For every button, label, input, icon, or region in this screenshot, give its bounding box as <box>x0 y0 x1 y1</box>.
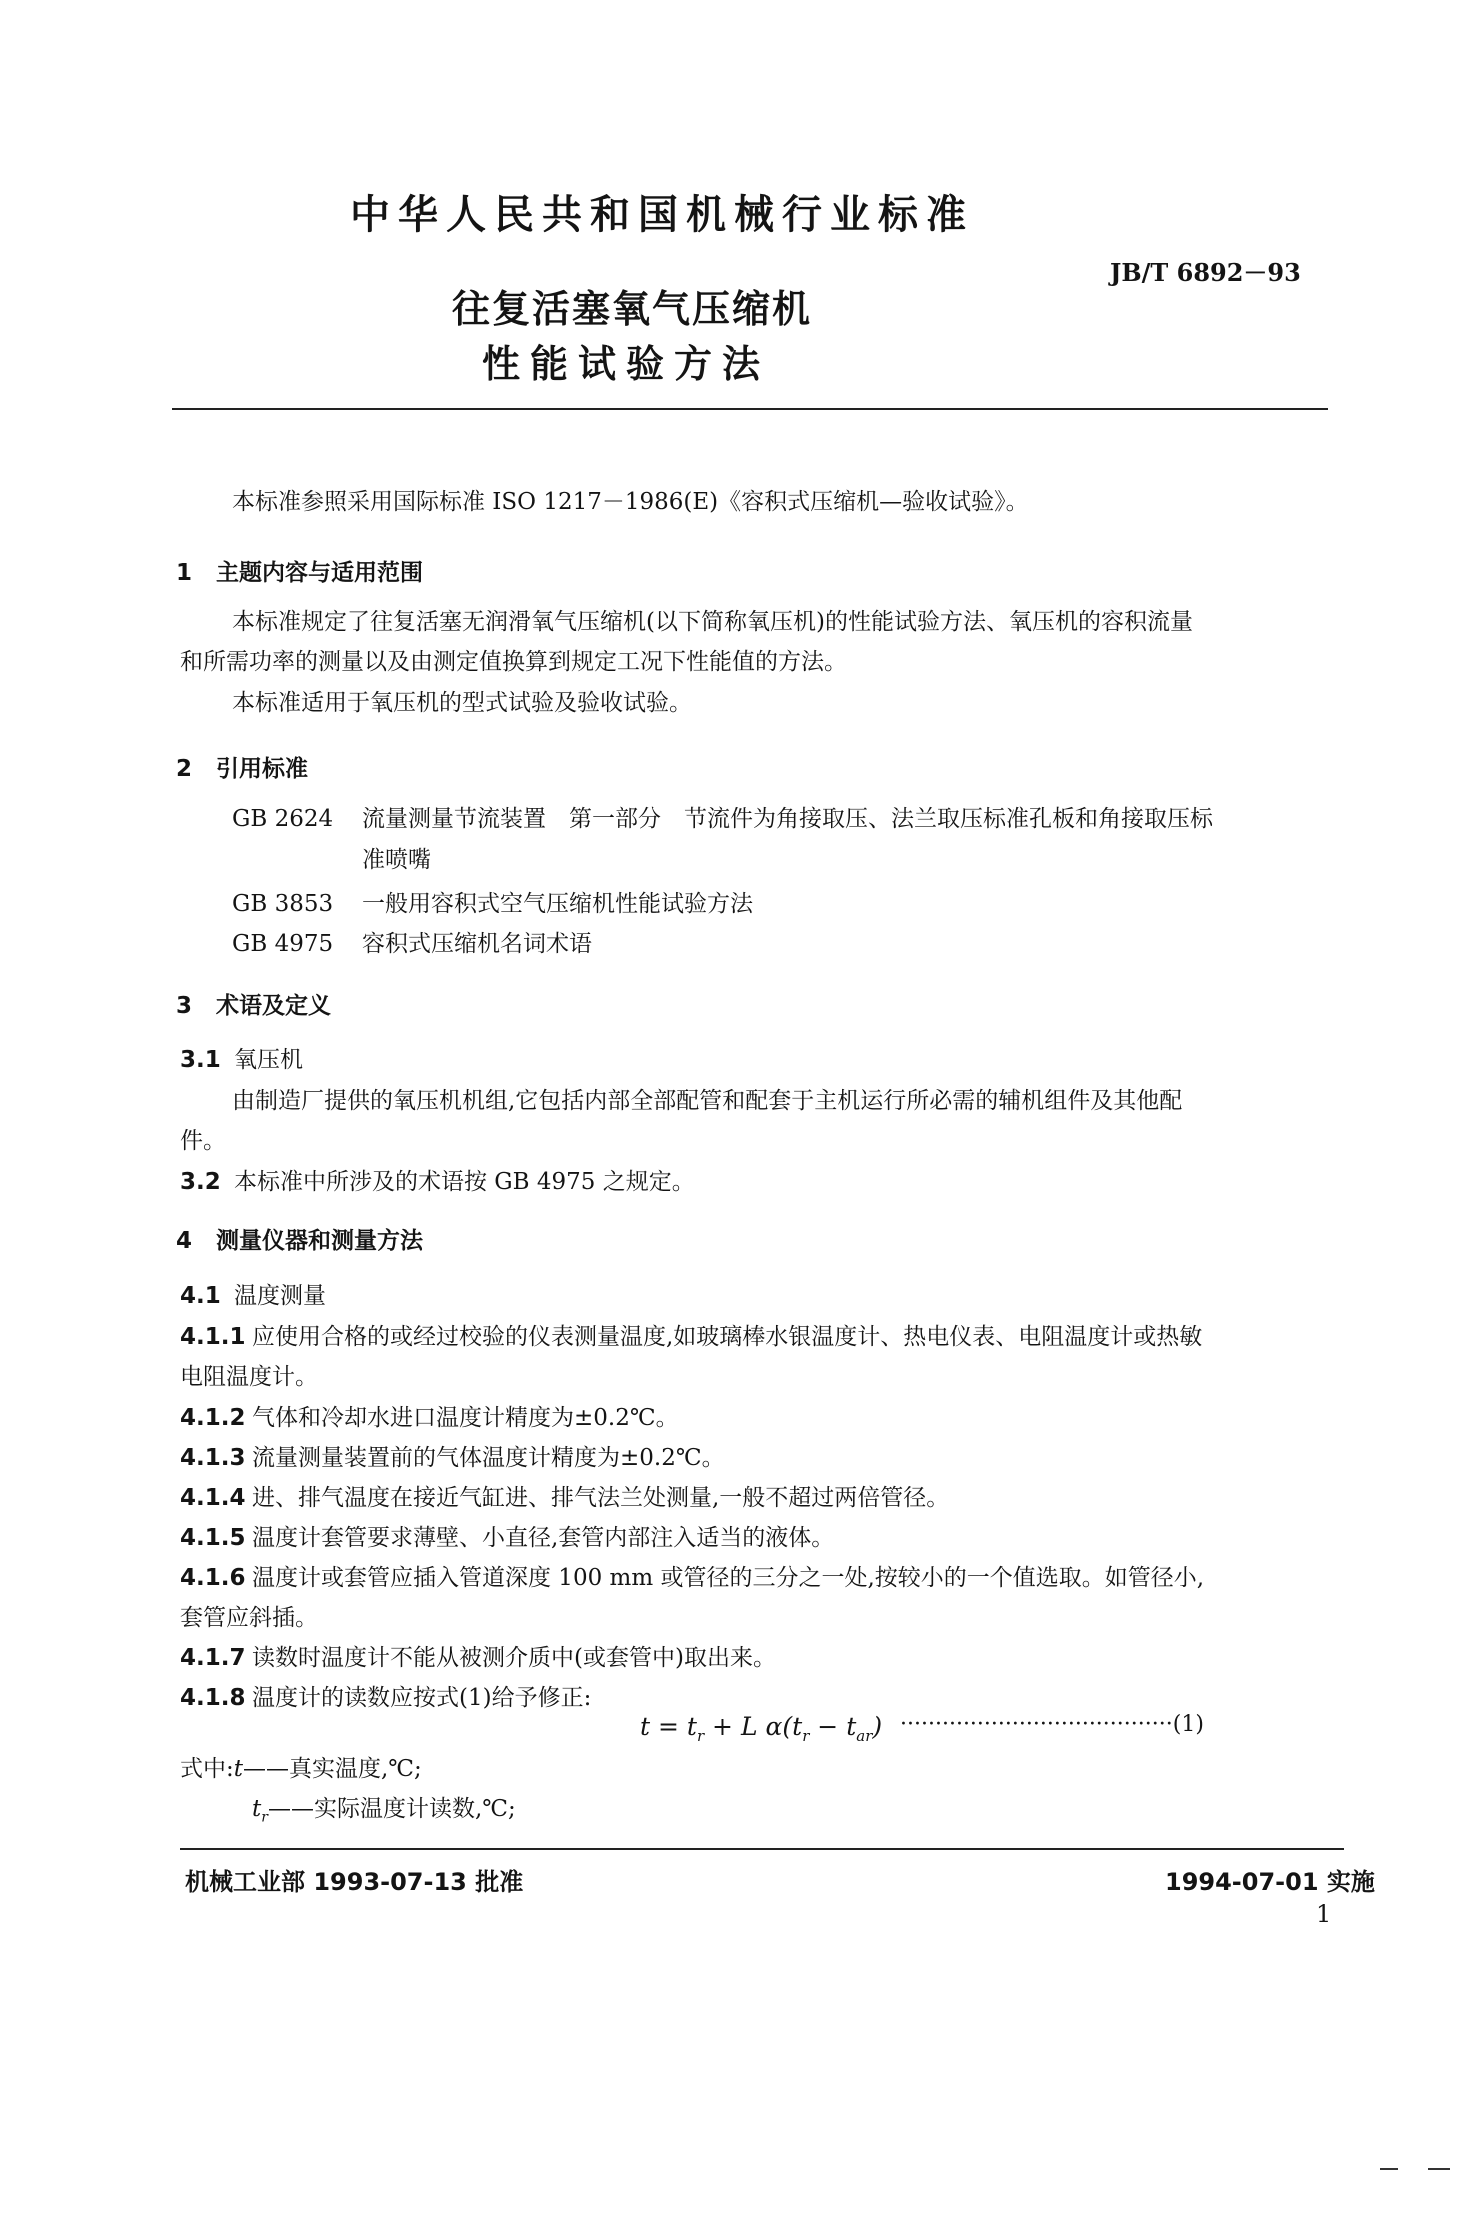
definition-t: ——真实温度,℃; <box>243 1756 422 1782</box>
where-label: 式中: <box>180 1756 234 1782</box>
reference-item <box>232 925 592 958</box>
clause-number: 4.1.3 <box>180 1445 246 1471</box>
clause-4-1-heading <box>180 1277 326 1310</box>
reference-title: 一般用容积式空气压缩机性能试验方法 <box>362 891 753 917</box>
approval-info: 机械工业部 1993-07-13 批准 <box>185 1868 524 1896</box>
reference-title-continued: 准喷嘴 <box>362 847 431 873</box>
variable-t: t <box>233 1756 243 1782</box>
clause-text: 读数时温度计不能从被测介质中(或套管中)取出来。 <box>252 1645 776 1671</box>
definition-tr: ——实际温度计读数,℃; <box>267 1796 516 1822</box>
clause-number: 4.1.6 <box>180 1565 246 1591</box>
equation-number: (1) <box>1172 1712 1204 1737</box>
reference-title: 容积式压缩机名词术语 <box>362 931 592 957</box>
reference-code: GB 4975 <box>232 931 334 957</box>
section-1-paragraph-line: 本标准规定了往复活塞无润滑氧气压缩机(以下简称氧压机)的性能试验方法、氧压机的容积流量 <box>232 609 1193 635</box>
clause-3-1-text-continued: 件。 <box>180 1128 226 1154</box>
standard-category-title: 中华人民共和国机械行业标准 <box>350 192 974 238</box>
clause-4-1-3 <box>180 1439 725 1472</box>
section-2-heading <box>176 750 308 783</box>
clause-3-1-heading <box>180 1041 303 1074</box>
clause-4-1-1-continued: 电阻温度计。 <box>180 1364 318 1390</box>
reference-item <box>232 800 1213 833</box>
clause-4-1-8 <box>180 1679 591 1712</box>
reference-title: 流量测量节流装置 第一部分 节流件为角接取压、法兰取压标准孔板和角接取压标 <box>362 806 1213 832</box>
section-1-scope-text: 本标准适用于氧压机的型式试验及验收试验。 <box>232 690 692 716</box>
clause-3-2 <box>180 1163 695 1196</box>
clause-4-1-7 <box>180 1639 776 1672</box>
reference-item <box>232 885 753 918</box>
dot-leader: ······································· <box>900 1712 1173 1737</box>
clause-number: 4.1.5 <box>180 1525 246 1551</box>
section-title: 测量仪器和测量方法 <box>216 1228 423 1254</box>
reference-code: GB 2624 <box>232 806 334 832</box>
section-title: 引用标准 <box>216 756 308 782</box>
clause-number: 4.1.2 <box>180 1405 246 1431</box>
variable-tr: t <box>252 1796 262 1822</box>
effective-date: 1994-07-01 实施 <box>1165 1868 1375 1896</box>
clause-text: 温度计套管要求薄壁、小直径,套管内部注入适当的液体。 <box>252 1525 835 1551</box>
clause-4-1-5 <box>180 1519 834 1552</box>
where-line-t <box>180 1750 422 1783</box>
formula-number <box>900 1712 1204 1737</box>
clause-title: 氧压机 <box>234 1047 303 1073</box>
section-number: 3 <box>176 993 193 1019</box>
clause-4-1-6-continued: 套管应斜插。 <box>180 1605 318 1631</box>
correction-formula: $t = t_r + L$ $\alpha(t_r - t_{ar})$ <box>640 1712 883 1745</box>
where-line-tr: $t_r——$实际温度计读数,℃; <box>252 1796 516 1826</box>
document-title-line2: 性能试验方法 <box>482 342 771 386</box>
section-number: 2 <box>176 756 193 782</box>
clause-text: 温度计的读数应按式(1)给予修正: <box>252 1685 592 1711</box>
section-4-heading <box>176 1222 423 1255</box>
clause-number: 3.2 <box>180 1169 221 1195</box>
clause-text: 流量测量装置前的气体温度计精度为±0.2℃。 <box>252 1445 725 1471</box>
intro-text: 本标准参照采用国际标准 ISO 1217－1986(E)《容积式压缩机—验收试验》。 <box>232 489 1029 515</box>
scan-mark <box>1428 2168 1450 2170</box>
clause-4-1-6 <box>180 1559 1204 1592</box>
section-3-heading <box>176 987 331 1020</box>
scan-mark <box>1380 2168 1398 2170</box>
clause-3-1-text: 由制造厂提供的氧压机机组,它包括内部全部配管和配套于主机运行所必需的辅机组件及其他配 <box>232 1088 1183 1114</box>
section-number: 1 <box>176 560 193 586</box>
section-title: 主题内容与适用范围 <box>216 560 423 586</box>
clause-number: 3.1 <box>180 1047 221 1073</box>
reference-code: GB 3853 <box>232 891 334 917</box>
section-1-paragraph-line: 和所需功率的测量以及由测定值换算到规定工况下性能值的方法。 <box>180 649 847 675</box>
clause-title: 温度测量 <box>234 1283 326 1309</box>
document-title-line1: 往复活塞氧气压缩机 <box>452 287 813 331</box>
section-number: 4 <box>176 1228 193 1254</box>
clause-number: 4.1.8 <box>180 1685 246 1711</box>
clause-text: 温度计或套管应插入管道深度 100 mm 或管径的三分之一处,按较小的一个值选取。如管径小, <box>252 1565 1205 1591</box>
header-divider <box>172 408 1328 410</box>
clause-text: 进、排气温度在接近气缸进、排气法兰处测量,一般不超过两倍管径。 <box>252 1485 950 1511</box>
clause-4-1-1 <box>180 1318 1202 1351</box>
clause-number: 4.1.7 <box>180 1645 246 1671</box>
clause-number: 4.1.4 <box>180 1485 246 1511</box>
document-code: JB/T 6892－93 <box>1110 258 1301 287</box>
footer-divider <box>180 1848 1344 1850</box>
clause-4-1-2 <box>180 1399 679 1432</box>
page-number: 1 <box>1316 1900 1332 1928</box>
clause-text: 应使用合格的或经过校验的仪表测量温度,如玻璃棒水银温度计、热电仪表、电阻温度计或热敏 <box>252 1324 1203 1350</box>
section-1-heading <box>176 554 423 587</box>
clause-number: 4.1.1 <box>180 1324 246 1350</box>
clause-4-1-4 <box>180 1479 949 1512</box>
clause-number: 4.1 <box>180 1283 221 1309</box>
section-title: 术语及定义 <box>216 993 331 1019</box>
clause-text: 气体和冷却水进口温度计精度为±0.2℃。 <box>252 1405 679 1431</box>
clause-text: 本标准中所涉及的术语按 GB 4975 之规定。 <box>234 1169 695 1195</box>
